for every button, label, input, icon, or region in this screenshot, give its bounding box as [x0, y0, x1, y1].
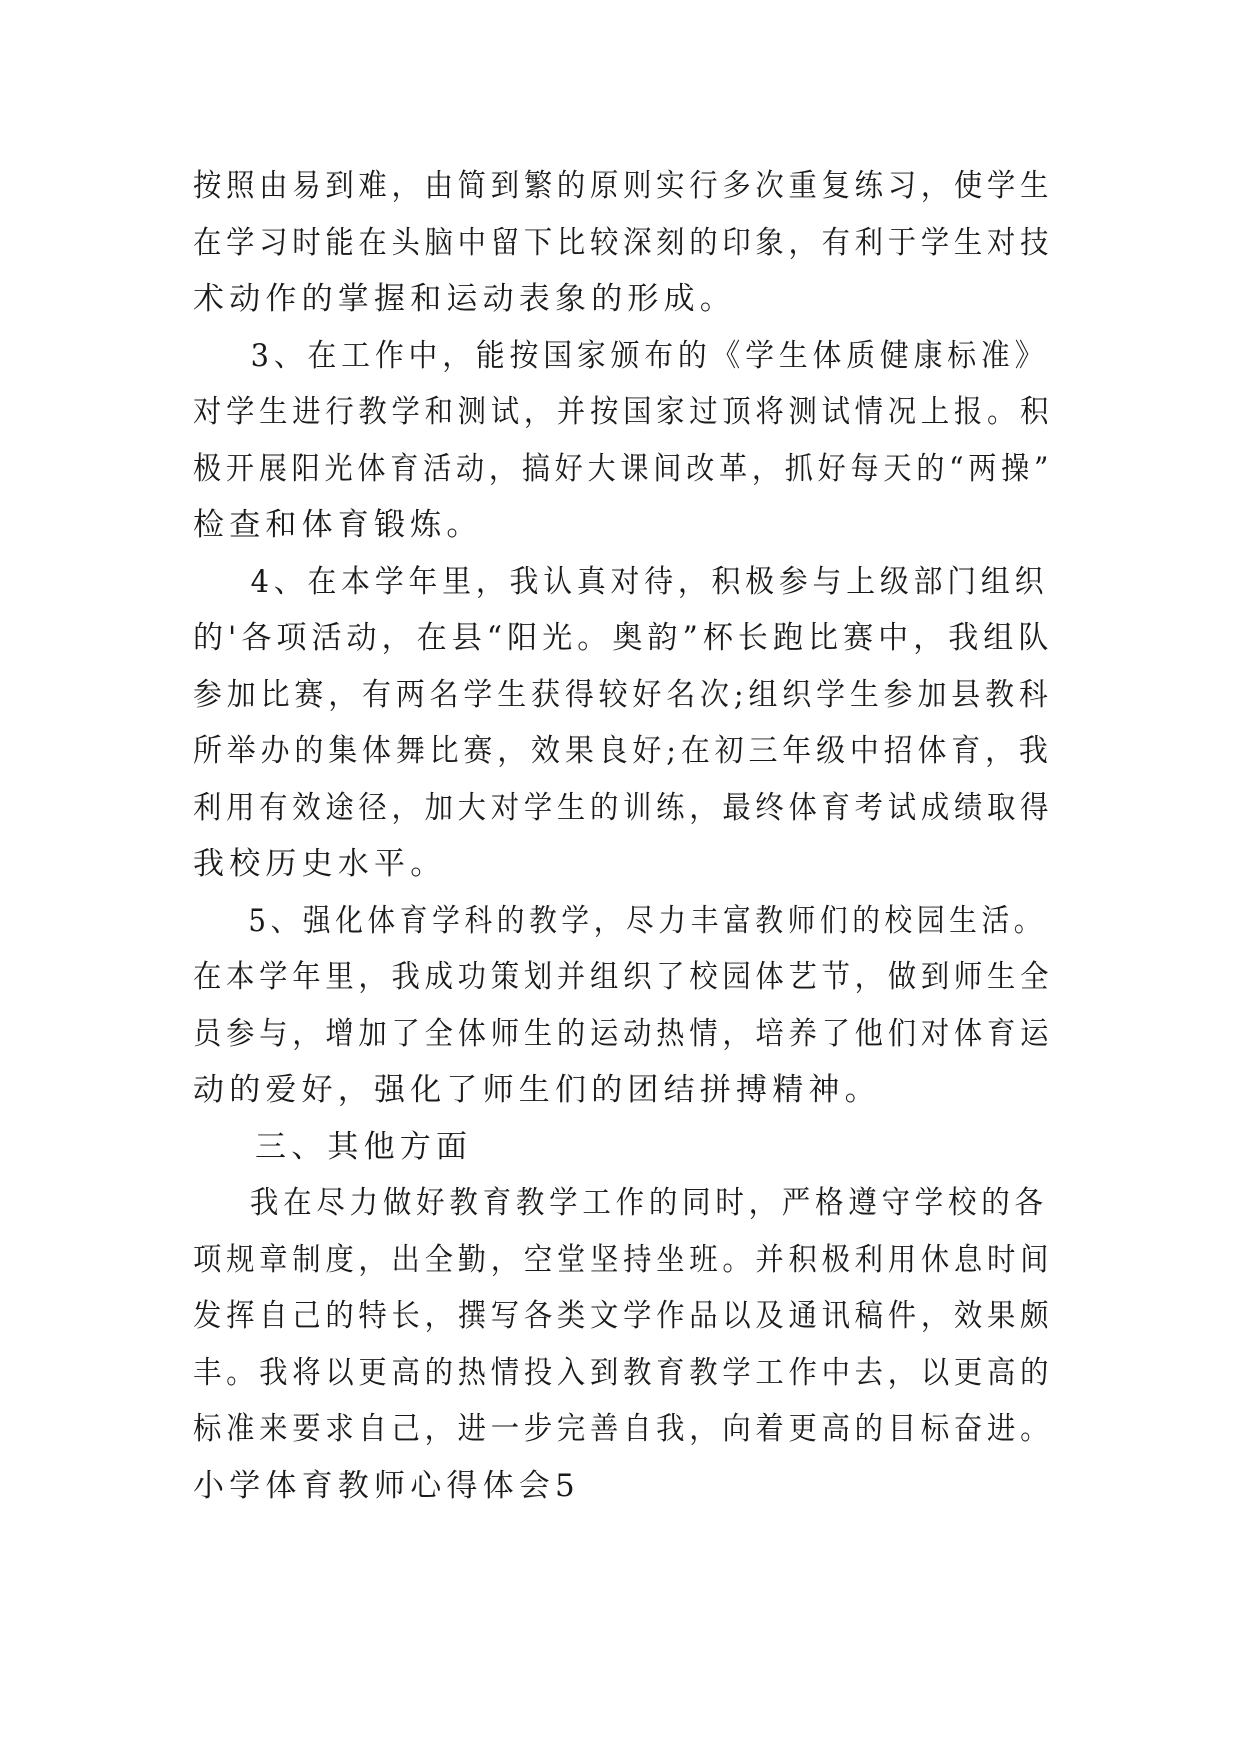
- text-line: 发挥自己的特长，撰写各类文学作品以及通讯稿件，效果颇: [193, 1298, 1054, 1334]
- text-line: 参加比赛，有两名学生获得较好名次;组织学生参加县教科: [193, 676, 1053, 713]
- document-title: 小学体育教师心得体会5: [193, 1467, 580, 1504]
- text-line: 员参与，增加了全体师生的运动热情，培养了他们对体育运: [193, 1015, 1054, 1052]
- text-line: 5、强化体育学科的教学，尽力丰富教师们的校园生活。: [248, 902, 1047, 939]
- text-line: 项规章制度，出全勤，空堂坚持坐班。并积极利用休息时间: [193, 1241, 1054, 1278]
- text-line: 的'各项活动，在县“阳光。奥韵”杯长跑比赛中，我组队: [193, 620, 1054, 656]
- text-line: 动的爱好，强化了师生们的团结拼搏精神。: [193, 1072, 881, 1108]
- text-line: 术动作的掌握和运动表象的形成。: [193, 281, 736, 317]
- text-line: 对学生进行教学和测试，并按国家过顶将测试情况上报。积: [193, 394, 1054, 430]
- text-line: 3、在工作中，能按国家颁布的《学生体质健康标准》: [250, 337, 1049, 374]
- text-line: 标准来要求自己，进一步完善自我，向着更高的目标奋进。: [193, 1411, 1054, 1447]
- text-line: 在学习时能在头脑中留下比较深刻的印象，有利于学生对技: [193, 224, 1054, 261]
- text-line: 我校历史水平。: [193, 846, 447, 882]
- text-line: 丰。我将以更高的热情投入到教育教学工作中去，以更高的: [193, 1354, 1054, 1391]
- text-line: 在本学年里，我成功策划并组织了校园体艺节，做到师生全: [193, 959, 1054, 995]
- text-line: 极开展阳光体育活动，搞好大课间改革，抓好每天的“两操”: [193, 450, 1054, 487]
- text-line: 利用有效途径，加大对学生的训练，最终体育考试成绩取得: [193, 789, 1054, 826]
- text-line: 按照由易到难，由简到繁的原则实行多次重复练习，使学生: [193, 168, 1054, 204]
- text-line: 4、在本学年里，我认真对待，积极参与上级部门组织: [250, 563, 1049, 600]
- document-body: [193, 158, 1053, 1514]
- text-line: 我在尽力做好教育教学工作的同时，严格遵守学校的各: [249, 1185, 1048, 1221]
- text-line: 检查和体育锻炼。: [193, 507, 483, 543]
- text-line: 所举办的集体舞比赛，效果良好;在初三年级中招体育，我: [193, 733, 1053, 769]
- section-heading: 三、其他方面: [255, 1128, 473, 1165]
